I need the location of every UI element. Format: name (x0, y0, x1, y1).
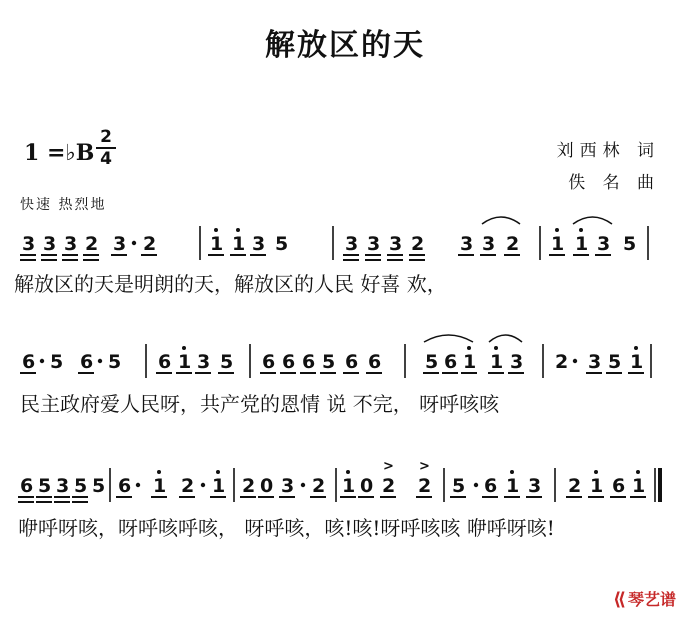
octave-dot-high (634, 346, 638, 350)
duration-dot (132, 241, 136, 245)
note-numeral: 3 (345, 233, 359, 255)
note-numeral: 3 (43, 233, 57, 255)
note-numeral: 2 (312, 475, 326, 497)
note-numeral: 3 (113, 233, 127, 255)
note-numeral: 6 (302, 351, 316, 373)
note-numeral: 3 (588, 351, 602, 373)
composer-credit: 佚 名 曲 (568, 173, 660, 193)
duration-dot (301, 483, 305, 487)
octave-dot-high (494, 346, 498, 350)
note-numeral: 5 (322, 351, 336, 373)
note-numeral: 3 (281, 475, 295, 497)
note-numeral: 2 (506, 233, 520, 255)
note-numeral: 5 (452, 475, 466, 497)
note-numeral: 3 (64, 233, 78, 255)
note-numeral: 5 (425, 351, 439, 373)
page-title: 解放区的天 (265, 28, 425, 63)
note-numeral: 6 (282, 351, 296, 373)
note-numeral: 5 (92, 475, 106, 497)
duration-dot (474, 483, 478, 487)
octave-dot-high (214, 228, 218, 232)
logo-text: 琴艺谱 (627, 590, 676, 609)
note-numeral: 5 (38, 475, 52, 497)
note-numeral: 3 (510, 351, 524, 373)
meter-bottom: 4 (100, 149, 112, 169)
note-numeral: 1 (506, 475, 520, 497)
note-numeral: 1 (178, 351, 192, 373)
note-numeral: 1 (342, 475, 356, 497)
note-numeral: 2 (382, 475, 396, 497)
logo-icon: ⟪ (613, 589, 626, 610)
accent-mark: > (383, 459, 394, 474)
octave-dot-high (594, 470, 598, 474)
note-numeral: 5 (275, 233, 289, 255)
tie-arc (424, 335, 473, 342)
note-numeral: 6 (484, 475, 498, 497)
octave-dot-high (579, 228, 583, 232)
note-numeral: 2 (242, 475, 256, 497)
accent-mark: > (419, 459, 430, 474)
note-numeral: 3 (389, 233, 403, 255)
note-numeral: 5 (608, 351, 622, 373)
note-numeral: 5 (623, 233, 637, 255)
note-numeral: 3 (367, 233, 381, 255)
tie-arc (573, 217, 612, 224)
note-numeral: 2 (411, 233, 425, 255)
note-numeral: 6 (118, 475, 132, 497)
note-numeral: 6 (80, 351, 94, 373)
note-numeral: 1 (630, 351, 644, 373)
lyric-line-3: 咿呼呀咳，呀呼咳呼咳， 呀呼咳，咳!咳!呀呼咳咳 咿呼呀咳! (18, 516, 555, 540)
note-numeral: 2 (85, 233, 99, 255)
tie-arc (489, 335, 522, 342)
octave-dot-high (236, 228, 240, 232)
meter-top: 2 (100, 127, 112, 147)
note-numeral: 1 (490, 351, 504, 373)
note-numeral: 1 (463, 351, 477, 373)
lyric-line-1: 解放区的天是明朗的天，解放区的人民 好喜 欢， (14, 272, 447, 296)
note-numeral: 2 (555, 351, 569, 373)
note-numeral: 3 (482, 233, 496, 255)
octave-dot-high (182, 346, 186, 350)
octave-dot-high (157, 470, 161, 474)
note-numeral: 2 (143, 233, 157, 255)
tie-arc (482, 217, 520, 224)
note-numeral: 6 (22, 351, 36, 373)
note-numeral: 3 (22, 233, 36, 255)
note-numeral: 1 (153, 475, 167, 497)
note-numeral: 3 (460, 233, 474, 255)
note-numeral: 6 (158, 351, 172, 373)
note-numeral: 6 (345, 351, 359, 373)
note-numeral: 5 (50, 351, 64, 373)
note-numeral: 6 (612, 475, 626, 497)
note-numeral: 3 (597, 233, 611, 255)
lyricist-credit: 刘西林 词 (556, 141, 660, 161)
note-numeral: 3 (252, 233, 266, 255)
note-numeral: 0 (360, 475, 374, 497)
note-numeral: 6 (444, 351, 458, 373)
note-numeral: 2 (568, 475, 582, 497)
octave-dot-high (467, 346, 471, 350)
duration-dot (201, 483, 205, 487)
note-numeral: 1 (210, 233, 224, 255)
note-numeral: 1 (232, 233, 246, 255)
note-numeral: 6 (368, 351, 382, 373)
note-numeral: 1 (590, 475, 604, 497)
note-numeral: 2 (181, 475, 195, 497)
note-numeral: 5 (220, 351, 234, 373)
octave-dot-high (510, 470, 514, 474)
note-numeral: 1 (551, 233, 565, 255)
octave-dot-high (636, 470, 640, 474)
note-numeral: 5 (108, 351, 122, 373)
watermark-logo (613, 587, 676, 610)
duration-dot (573, 359, 577, 363)
octave-dot-high (555, 228, 559, 232)
note-numeral: 6 (20, 475, 34, 497)
note-numeral: 1 (212, 475, 226, 497)
note-numeral: 5 (74, 475, 88, 497)
duration-dot (136, 483, 140, 487)
note-numeral: 2 (418, 475, 432, 497)
note-numeral: 6 (262, 351, 276, 373)
octave-dot-high (346, 470, 350, 474)
lyric-line-2: 民主政府爱人民呀，共产党的恩情 说 不完， 呀呼咳咳 (20, 392, 500, 416)
tempo-marking: 快速 热烈地 (20, 197, 107, 213)
octave-dot-high (216, 470, 220, 474)
note-numeral: 3 (197, 351, 211, 373)
duration-dot (40, 359, 44, 363)
note-numeral: 3 (56, 475, 70, 497)
key-signature: 1 =♭B (24, 140, 95, 166)
note-numeral: 1 (575, 233, 589, 255)
duration-dot (98, 359, 102, 363)
note-numeral: 3 (528, 475, 542, 497)
note-numeral: 1 (632, 475, 646, 497)
note-numeral: 0 (260, 475, 274, 497)
